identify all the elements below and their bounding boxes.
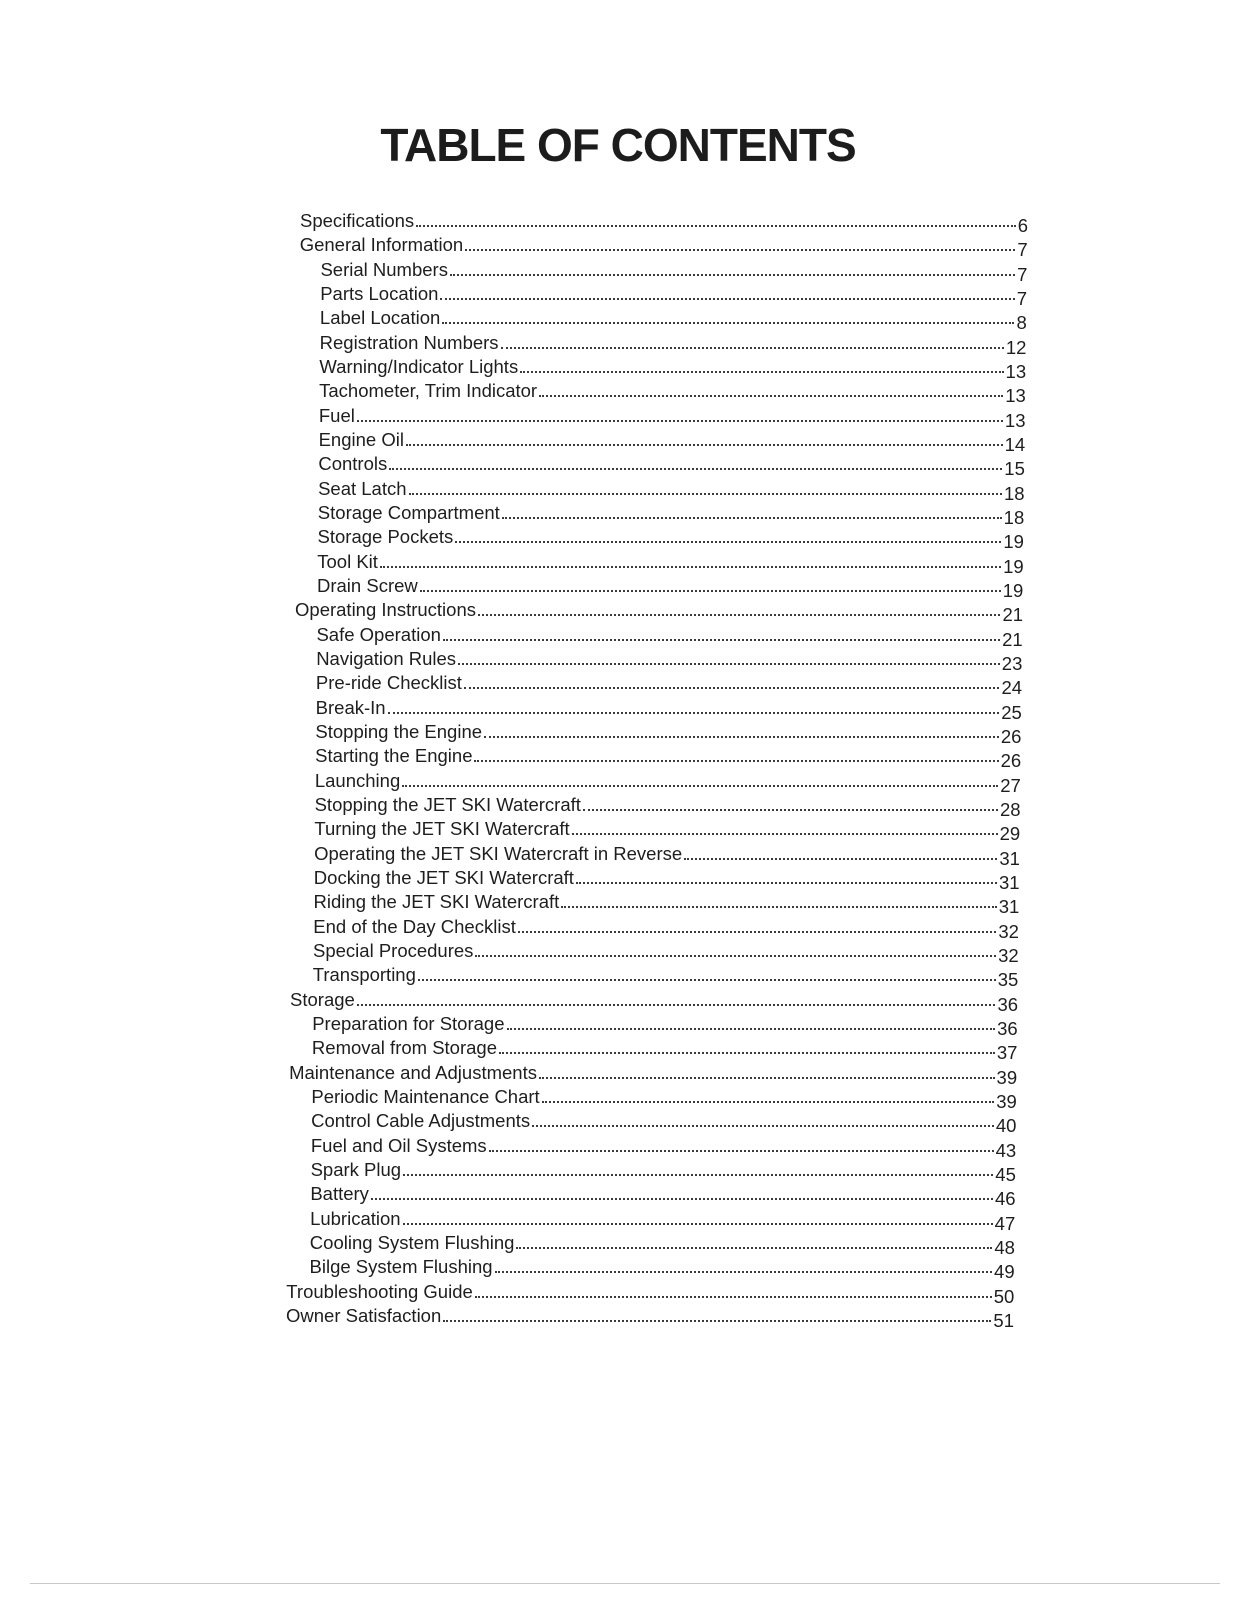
toc-subsection-entry <box>314 841 1020 869</box>
toc-subsection-entry <box>315 743 1022 772</box>
toc-entry-page-number: 35 <box>997 969 1019 991</box>
toc-section-entry <box>286 1303 1014 1331</box>
toc-entry-label: Docking the JET SKI Watercraft <box>313 867 574 888</box>
toc-entry-label: Storage Pockets <box>317 526 454 548</box>
toc-subsection-entry <box>320 257 1028 285</box>
toc-subsection-entry <box>319 305 1027 334</box>
dot-leader <box>561 906 996 908</box>
dot-leader <box>420 590 1001 592</box>
toc-entry-label: Riding the JET SKI Watercraft <box>313 891 560 913</box>
toc-subsection-entry <box>312 962 1019 991</box>
toc-entry-page-number: 13 <box>1005 361 1027 382</box>
toc-entry-label: Label Location <box>319 307 441 329</box>
toc-section-entry <box>299 232 1028 261</box>
toc-entry-label: Parts Location <box>320 283 439 304</box>
dot-leader <box>389 468 1002 470</box>
toc-section-entry <box>295 597 1024 626</box>
dot-leader <box>388 712 1000 714</box>
dot-leader <box>489 1150 994 1152</box>
toc-entry-page-number: 19 <box>1003 531 1024 553</box>
toc-subsection-entry <box>315 695 1022 723</box>
toc-entry-page-number: 36 <box>997 1018 1018 1039</box>
dot-leader <box>499 1052 995 1054</box>
toc-entry-page-number: 8 <box>1016 312 1027 334</box>
toc-entry-page-number: 7 <box>1017 239 1028 261</box>
dot-leader <box>380 566 1001 568</box>
dot-leader <box>409 493 1002 495</box>
toc-entry-page-number: 23 <box>1001 653 1023 674</box>
toc-subsection-entry <box>310 1206 1016 1234</box>
toc-entry-page-number: 6 <box>1017 215 1028 236</box>
toc-entry-label: Preparation for Storage <box>312 1013 505 1034</box>
dot-leader <box>450 274 1015 276</box>
dot-leader <box>402 785 998 787</box>
toc-subsection-entry <box>319 354 1027 382</box>
toc-entry-page-number: 21 <box>1002 604 1024 626</box>
dot-leader <box>458 663 1000 665</box>
dot-leader <box>516 1247 992 1249</box>
dot-leader <box>495 1271 992 1273</box>
toc-subsection-entry <box>315 719 1022 747</box>
toc-entry-page-number: 26 <box>1000 726 1022 747</box>
dot-leader <box>443 1320 991 1322</box>
toc-entry-page-number: 50 <box>993 1285 1015 1307</box>
toc-section-entry <box>286 1279 1015 1307</box>
toc-entry-page-number: 7 <box>1017 263 1028 285</box>
toc-entry-page-number: 28 <box>999 799 1021 820</box>
dot-leader <box>520 371 1003 373</box>
toc-entry-label: Drain Screw <box>317 575 418 596</box>
dot-leader <box>440 298 1014 300</box>
toc-entry-label: Seat Latch <box>318 477 407 499</box>
toc-entry-page-number: 13 <box>1004 409 1026 431</box>
toc-entry-label: Specifications <box>300 210 415 231</box>
toc-entry-page-number: 47 <box>994 1212 1016 1234</box>
toc-entry-page-number: 25 <box>1001 701 1022 723</box>
toc-entry-label: Controls <box>318 453 388 475</box>
toc-subsection-entry <box>309 1230 1015 1258</box>
toc-entry-label: Cooling System Flushing <box>309 1232 515 1253</box>
toc-subsection-entry <box>311 1108 1017 1137</box>
toc-entry-label: Fuel <box>318 404 355 426</box>
toc-subsection-entry <box>316 646 1023 674</box>
toc-entry-label: Launching <box>314 769 401 791</box>
toc-entry-page-number: 21 <box>1002 628 1023 650</box>
dot-leader <box>357 420 1003 422</box>
toc-section-entry <box>300 208 1028 236</box>
toc-entry-page-number: 24 <box>1001 677 1023 699</box>
toc-subsection-entry <box>317 500 1025 528</box>
toc-subsection-entry <box>310 1181 1016 1210</box>
toc-entry-page-number: 48 <box>994 1237 1015 1258</box>
bottom-rule <box>30 1583 1220 1584</box>
toc-entry-label: Owner Satisfaction <box>286 1305 442 1326</box>
toc-entry-label: Tachometer, Trim Indicator <box>319 380 538 402</box>
toc-entry-page-number: 12 <box>1005 336 1027 358</box>
toc-entry-label: Pre-ride Checklist <box>315 672 462 694</box>
toc-entry-label: Safe Operation <box>316 623 441 645</box>
toc-entry-label: Spark Plug <box>310 1159 402 1180</box>
toc-subsection-entry <box>318 427 1026 455</box>
toc-entry-label: Operating the JET SKI Watercraft in Reverse <box>314 842 683 864</box>
toc-entry-page-number: 45 <box>995 1164 1016 1185</box>
toc-subsection-entry <box>318 403 1026 431</box>
toc-entry-label: Warning/Indicator Lights <box>319 356 519 377</box>
toc-entry-page-number: 39 <box>996 1091 1017 1112</box>
toc-entry-label: Operating Instructions <box>295 599 476 621</box>
toc-entry-label: Registration Numbers <box>319 331 499 353</box>
dot-leader <box>455 541 1001 543</box>
dot-leader <box>371 1198 993 1200</box>
toc-entry-label: Turning the JET SKI Watercraft <box>314 818 570 840</box>
dot-leader <box>572 833 998 835</box>
toc-entry-page-number: 13 <box>1005 385 1026 407</box>
toc-subsection-entry <box>320 281 1028 309</box>
dot-leader <box>357 1004 996 1006</box>
toc-entry-label: Periodic Maintenance Chart <box>311 1086 540 1107</box>
dot-leader <box>501 347 1004 349</box>
toc-entry-label: Maintenance and Adjustments <box>289 1061 537 1083</box>
toc-entry-page-number: 26 <box>1000 750 1022 772</box>
dot-leader <box>406 444 1003 446</box>
toc-entry-label: Stopping the Engine <box>315 721 483 742</box>
toc-subsection-entry <box>314 792 1021 820</box>
toc-entry-label: Troubleshooting Guide <box>286 1280 473 1302</box>
toc-entry-label: Starting the Engine <box>315 745 473 767</box>
toc-entry-label: Special Procedures <box>313 940 474 961</box>
toc-entry-page-number: 51 <box>993 1310 1014 1331</box>
toc-subsection-entry <box>319 330 1027 358</box>
toc-entry-page-number: 18 <box>1003 507 1025 528</box>
toc-subsection-entry <box>313 938 1019 966</box>
toc-entry-page-number: 32 <box>998 945 1019 966</box>
dot-leader <box>465 249 1015 251</box>
toc-entry-page-number: 39 <box>996 1066 1018 1088</box>
toc-subsection-entry <box>310 1133 1017 1161</box>
toc-subsection-entry <box>318 476 1025 504</box>
toc-entry-page-number: 27 <box>1000 774 1021 796</box>
toc-entry-page-number: 18 <box>1003 482 1025 504</box>
toc-subsection-entry <box>311 1084 1017 1112</box>
dot-leader <box>576 882 997 884</box>
dot-leader <box>502 517 1002 519</box>
dot-leader <box>418 979 996 981</box>
toc-subsection-entry <box>317 549 1024 577</box>
toc-subsection-entry <box>316 622 1023 650</box>
toc-entry-page-number: 14 <box>1004 434 1026 455</box>
toc-subsection-entry <box>314 816 1021 845</box>
dot-leader <box>443 639 1000 641</box>
toc-entry-label: Fuel and Oil Systems <box>310 1134 487 1156</box>
toc-subsection-entry <box>311 1035 1018 1064</box>
dot-leader <box>484 736 999 738</box>
dot-leader <box>475 1296 992 1298</box>
dot-leader <box>539 1077 995 1079</box>
toc-entry-label: General Information <box>299 234 464 256</box>
toc-entry-label: Stopping the JET SKI Watercraft <box>314 794 581 815</box>
dot-leader <box>478 614 1000 616</box>
toc-entry-label: Lubrication <box>310 1207 401 1229</box>
toc-entry-label: Engine Oil <box>318 429 404 450</box>
dot-leader <box>532 1125 994 1127</box>
dot-leader <box>684 858 997 860</box>
toc-entry-page-number: 31 <box>999 872 1020 893</box>
dot-leader <box>518 931 997 933</box>
toc-entry-label: Transporting <box>312 964 416 986</box>
toc-entry-label: Serial Numbers <box>320 258 448 280</box>
dot-leader <box>416 225 1016 227</box>
dot-leader <box>507 1028 996 1030</box>
page-title: TABLE OF CONTENTS <box>380 119 856 171</box>
toc-subsection-entry <box>312 1011 1018 1039</box>
toc-entry-page-number: 7 <box>1016 288 1028 309</box>
toc-subsection-entry <box>317 524 1024 553</box>
toc-subsection-entry <box>313 914 1019 942</box>
dot-leader <box>403 1174 993 1176</box>
dot-leader <box>464 687 1000 689</box>
toc-entry-page-number: 40 <box>995 1115 1017 1137</box>
toc-entry-label: Control Cable Adjustments <box>311 1110 531 1132</box>
toc-subsection-entry <box>313 889 1020 918</box>
toc-entry-label: Storage Compartment <box>317 502 500 523</box>
toc-entry-label: Navigation Rules <box>316 648 457 669</box>
toc-entry-page-number: 49 <box>994 1261 1015 1283</box>
toc-entry-label: Battery <box>310 1183 369 1205</box>
toc-entry-page-number: 29 <box>999 823 1021 845</box>
dot-leader <box>539 395 1003 397</box>
toc-entry-label: Removal from Storage <box>311 1037 497 1059</box>
toc-entry-page-number: 36 <box>997 993 1019 1015</box>
toc-entry-label: Storage <box>290 988 355 1010</box>
toc-subsection-entry <box>313 865 1020 893</box>
toc-entry-page-number: 19 <box>1003 555 1024 577</box>
toc-entry-label: Break-In <box>315 696 386 718</box>
toc-entry-page-number: 19 <box>1002 580 1024 601</box>
toc-subsection-entry <box>318 451 1025 480</box>
toc-subsection-entry <box>317 573 1024 601</box>
toc-section-entry <box>289 1060 1018 1088</box>
dot-leader <box>583 809 998 811</box>
toc-entry-page-number: 32 <box>998 920 1019 942</box>
toc-subsection-entry <box>315 670 1023 699</box>
toc-entry-page-number: 46 <box>994 1188 1016 1210</box>
dot-leader <box>542 1101 995 1103</box>
toc-entry-page-number: 31 <box>999 847 1020 869</box>
toc-entry-page-number: 37 <box>996 1042 1018 1064</box>
dot-leader <box>442 322 1014 324</box>
dot-leader <box>474 760 998 762</box>
toc-entry-label: End of the Day Checklist <box>313 915 516 937</box>
dot-leader <box>403 1223 993 1225</box>
dot-leader <box>475 955 996 957</box>
toc-entry-page-number: 15 <box>1004 458 1025 480</box>
toc-subsection-entry <box>314 768 1021 796</box>
toc-entry-label: Tool Kit <box>317 550 378 572</box>
toc-entry-page-number: 43 <box>995 1139 1017 1161</box>
toc-subsection-entry <box>319 378 1026 407</box>
toc-subsection-entry <box>310 1157 1016 1185</box>
toc-section-entry <box>290 987 1019 1015</box>
toc-entry-page-number: 31 <box>998 896 1020 918</box>
toc-subsection-entry <box>309 1254 1015 1283</box>
toc-entry-label: Bilge System Flushing <box>309 1256 493 1278</box>
